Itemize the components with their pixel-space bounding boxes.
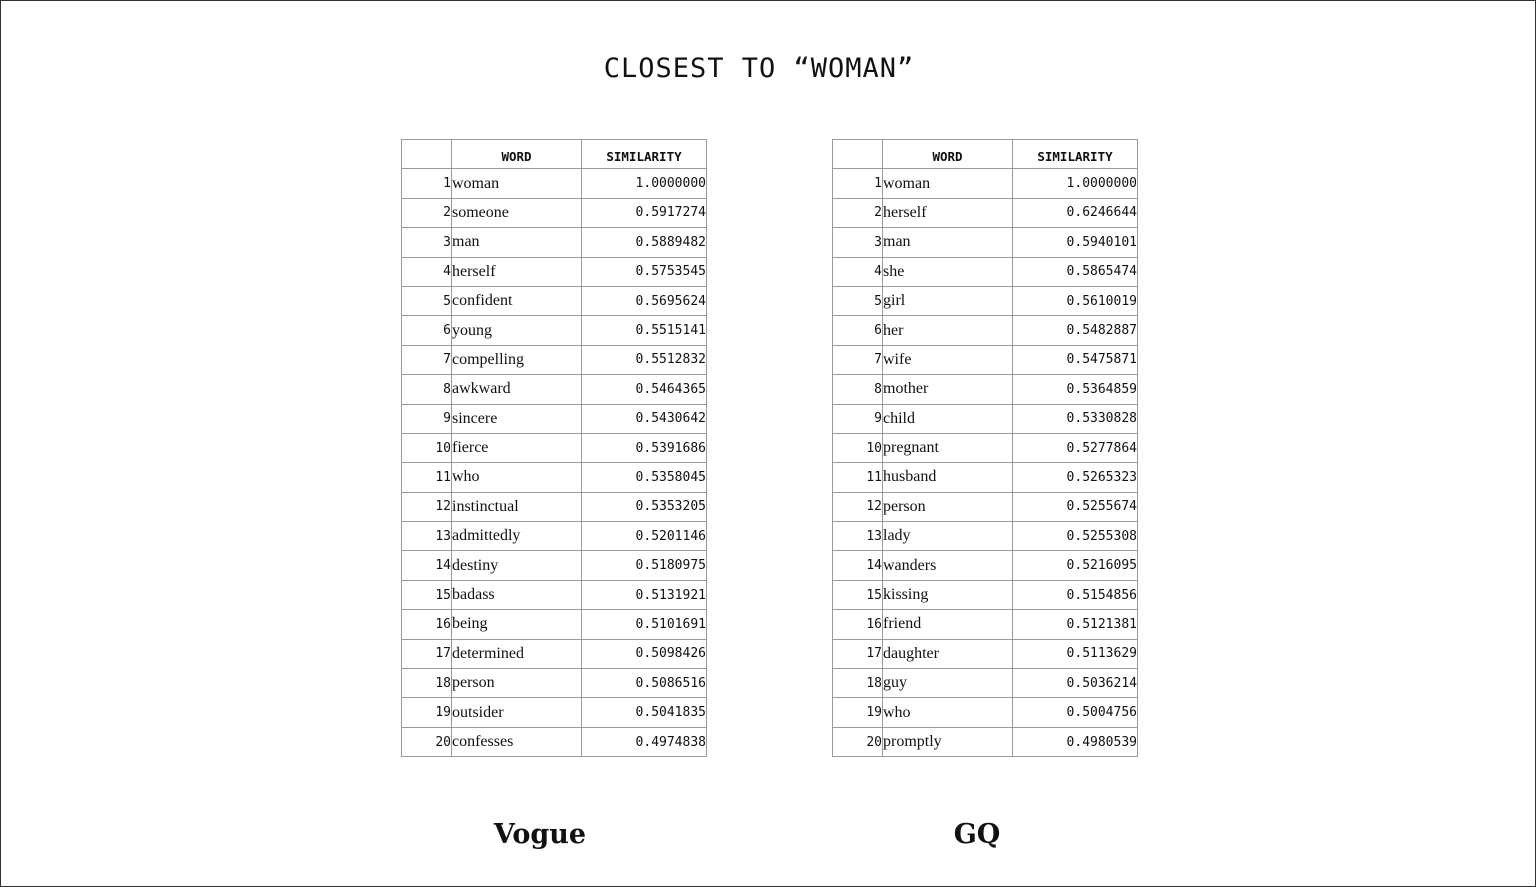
rank-cell: 7	[402, 345, 452, 374]
similarity-table-gq	[832, 139, 1138, 757]
val-cell: 0.4974838	[582, 727, 707, 756]
rank-cell: 3	[833, 228, 883, 257]
val-cell: 0.5201146	[582, 522, 707, 551]
rank-cell: 17	[833, 639, 883, 668]
table-row	[833, 198, 1138, 227]
word-cell: who	[883, 698, 1013, 727]
val-cell: 0.5265323	[1013, 463, 1138, 492]
rank-cell: 6	[833, 316, 883, 345]
val-cell: 0.5430642	[582, 404, 707, 433]
word-column-header: WORD	[452, 140, 582, 169]
val-cell: 0.5482887	[1013, 316, 1138, 345]
word-cell: wanders	[883, 551, 1013, 580]
rank-cell: 11	[833, 463, 883, 492]
similarity-column-header: SIMILARITY	[582, 140, 707, 169]
table-row	[402, 169, 707, 198]
table-row	[833, 698, 1138, 727]
word-cell: pregnant	[883, 433, 1013, 462]
rank-cell: 4	[833, 257, 883, 286]
val-cell: 0.5695624	[582, 286, 707, 315]
rank-cell: 4	[402, 257, 452, 286]
table-header-row	[402, 140, 707, 169]
rank-cell: 9	[833, 404, 883, 433]
rank-cell: 5	[402, 286, 452, 315]
table-row	[833, 610, 1138, 639]
word-cell: awkward	[452, 375, 582, 404]
rank-cell: 10	[833, 433, 883, 462]
table-row	[402, 610, 707, 639]
val-cell: 0.5098426	[582, 639, 707, 668]
table-row	[833, 639, 1138, 668]
table-row	[402, 228, 707, 257]
rank-cell: 9	[402, 404, 452, 433]
rank-cell: 18	[833, 669, 883, 698]
word-cell: outsider	[452, 698, 582, 727]
rank-cell: 3	[402, 228, 452, 257]
word-cell: young	[452, 316, 582, 345]
table-row	[833, 316, 1138, 345]
table-row	[402, 522, 707, 551]
rank-cell: 2	[833, 198, 883, 227]
word-cell: confesses	[452, 727, 582, 756]
word-cell: someone	[452, 198, 582, 227]
table-row	[402, 463, 707, 492]
word-cell: determined	[452, 639, 582, 668]
word-cell: badass	[452, 580, 582, 609]
word-cell: herself	[883, 198, 1013, 227]
word-cell: fierce	[452, 433, 582, 462]
rank-cell: 15	[833, 580, 883, 609]
rank-cell: 1	[402, 169, 452, 198]
val-cell: 0.5512832	[582, 345, 707, 374]
word-cell: girl	[883, 286, 1013, 315]
val-cell: 0.5121381	[1013, 610, 1138, 639]
word-cell: being	[452, 610, 582, 639]
table-row	[833, 551, 1138, 580]
val-cell: 0.5216095	[1013, 551, 1138, 580]
table-row	[402, 198, 707, 227]
rank-column-header	[833, 140, 883, 169]
table-row	[402, 316, 707, 345]
table-caption-gq: GQ	[953, 819, 1001, 850]
table-row	[833, 345, 1138, 374]
word-cell: sincere	[452, 404, 582, 433]
rank-cell: 17	[402, 639, 452, 668]
val-cell: 0.5277864	[1013, 433, 1138, 462]
word-cell: person	[452, 669, 582, 698]
word-cell: woman	[452, 169, 582, 198]
word-cell: instinctual	[452, 492, 582, 521]
table-row	[833, 169, 1138, 198]
rank-cell: 12	[402, 492, 452, 521]
rank-cell: 16	[833, 610, 883, 639]
word-cell: woman	[883, 169, 1013, 198]
table-row	[833, 228, 1138, 257]
rank-cell: 14	[402, 551, 452, 580]
val-cell: 0.5131921	[582, 580, 707, 609]
table-row	[402, 404, 707, 433]
val-cell: 1.0000000	[582, 169, 707, 198]
val-cell: 0.5255674	[1013, 492, 1138, 521]
table-row	[833, 375, 1138, 404]
word-cell: she	[883, 257, 1013, 286]
table-row	[833, 433, 1138, 462]
table-header-row	[833, 140, 1138, 169]
rank-cell: 7	[833, 345, 883, 374]
val-cell: 0.5753545	[582, 257, 707, 286]
val-cell: 0.5086516	[582, 669, 707, 698]
rank-cell: 5	[833, 286, 883, 315]
val-cell: 0.6246644	[1013, 198, 1138, 227]
table-row	[402, 698, 707, 727]
table-row	[833, 522, 1138, 551]
word-cell: confident	[452, 286, 582, 315]
val-cell: 0.5610019	[1013, 286, 1138, 315]
val-cell: 0.5865474	[1013, 257, 1138, 286]
figure-title: CLOSEST TO “WOMAN”	[603, 53, 915, 84]
word-cell: lady	[883, 522, 1013, 551]
table-row	[402, 375, 707, 404]
table-row	[833, 404, 1138, 433]
val-cell: 0.5889482	[582, 228, 707, 257]
word-cell: kissing	[883, 580, 1013, 609]
table-row	[833, 286, 1138, 315]
table-row	[833, 580, 1138, 609]
val-cell: 1.0000000	[1013, 169, 1138, 198]
rank-cell: 20	[402, 727, 452, 756]
word-cell: husband	[883, 463, 1013, 492]
val-cell: 0.5391686	[582, 433, 707, 462]
table-row	[833, 727, 1138, 756]
table-caption-vogue: Vogue	[493, 819, 587, 850]
table-row	[402, 286, 707, 315]
rank-cell: 12	[833, 492, 883, 521]
word-cell: man	[883, 228, 1013, 257]
table-row	[402, 727, 707, 756]
val-cell: 0.5353205	[582, 492, 707, 521]
val-cell: 0.5004756	[1013, 698, 1138, 727]
table-row	[833, 669, 1138, 698]
word-cell: wife	[883, 345, 1013, 374]
rank-cell: 14	[833, 551, 883, 580]
word-cell: herself	[452, 257, 582, 286]
table-row	[402, 551, 707, 580]
rank-cell: 10	[402, 433, 452, 462]
val-cell: 0.5364859	[1013, 375, 1138, 404]
val-cell: 0.5041835	[582, 698, 707, 727]
rank-cell: 15	[402, 580, 452, 609]
rank-cell: 18	[402, 669, 452, 698]
word-cell: who	[452, 463, 582, 492]
val-cell: 0.5464365	[582, 375, 707, 404]
rank-cell: 19	[833, 698, 883, 727]
val-cell: 0.5358045	[582, 463, 707, 492]
rank-cell: 11	[402, 463, 452, 492]
word-cell: daughter	[883, 639, 1013, 668]
word-cell: friend	[883, 610, 1013, 639]
val-cell: 0.5917274	[582, 198, 707, 227]
val-cell: 0.4980539	[1013, 727, 1138, 756]
table-row	[402, 580, 707, 609]
val-cell: 0.5036214	[1013, 669, 1138, 698]
word-cell: admittedly	[452, 522, 582, 551]
table-row	[402, 639, 707, 668]
rank-cell: 20	[833, 727, 883, 756]
table-row	[833, 463, 1138, 492]
word-cell: man	[452, 228, 582, 257]
val-cell: 0.5255308	[1013, 522, 1138, 551]
word-cell: compelling	[452, 345, 582, 374]
similarity-table-vogue	[401, 139, 707, 757]
table-row	[402, 257, 707, 286]
word-cell: her	[883, 316, 1013, 345]
val-cell: 0.5330828	[1013, 404, 1138, 433]
val-cell: 0.5940101	[1013, 228, 1138, 257]
table-row	[833, 492, 1138, 521]
rank-column-header	[402, 140, 452, 169]
word-cell: guy	[883, 669, 1013, 698]
word-cell: person	[883, 492, 1013, 521]
val-cell: 0.5475871	[1013, 345, 1138, 374]
rank-cell: 16	[402, 610, 452, 639]
word-cell: promptly	[883, 727, 1013, 756]
rank-cell: 1	[833, 169, 883, 198]
word-cell: child	[883, 404, 1013, 433]
rank-cell: 2	[402, 198, 452, 227]
table-row	[402, 492, 707, 521]
val-cell: 0.5113629	[1013, 639, 1138, 668]
similarity-column-header: SIMILARITY	[1013, 140, 1138, 169]
rank-cell: 19	[402, 698, 452, 727]
rank-cell: 13	[402, 522, 452, 551]
rank-cell: 6	[402, 316, 452, 345]
word-cell: mother	[883, 375, 1013, 404]
table-row	[402, 433, 707, 462]
table-row	[402, 345, 707, 374]
rank-cell: 13	[833, 522, 883, 551]
rank-cell: 8	[833, 375, 883, 404]
word-cell: destiny	[452, 551, 582, 580]
word-column-header: WORD	[883, 140, 1013, 169]
val-cell: 0.5101691	[582, 610, 707, 639]
val-cell: 0.5515141	[582, 316, 707, 345]
table-row	[833, 257, 1138, 286]
rank-cell: 8	[402, 375, 452, 404]
val-cell: 0.5180975	[582, 551, 707, 580]
table-row	[402, 669, 707, 698]
val-cell: 0.5154856	[1013, 580, 1138, 609]
